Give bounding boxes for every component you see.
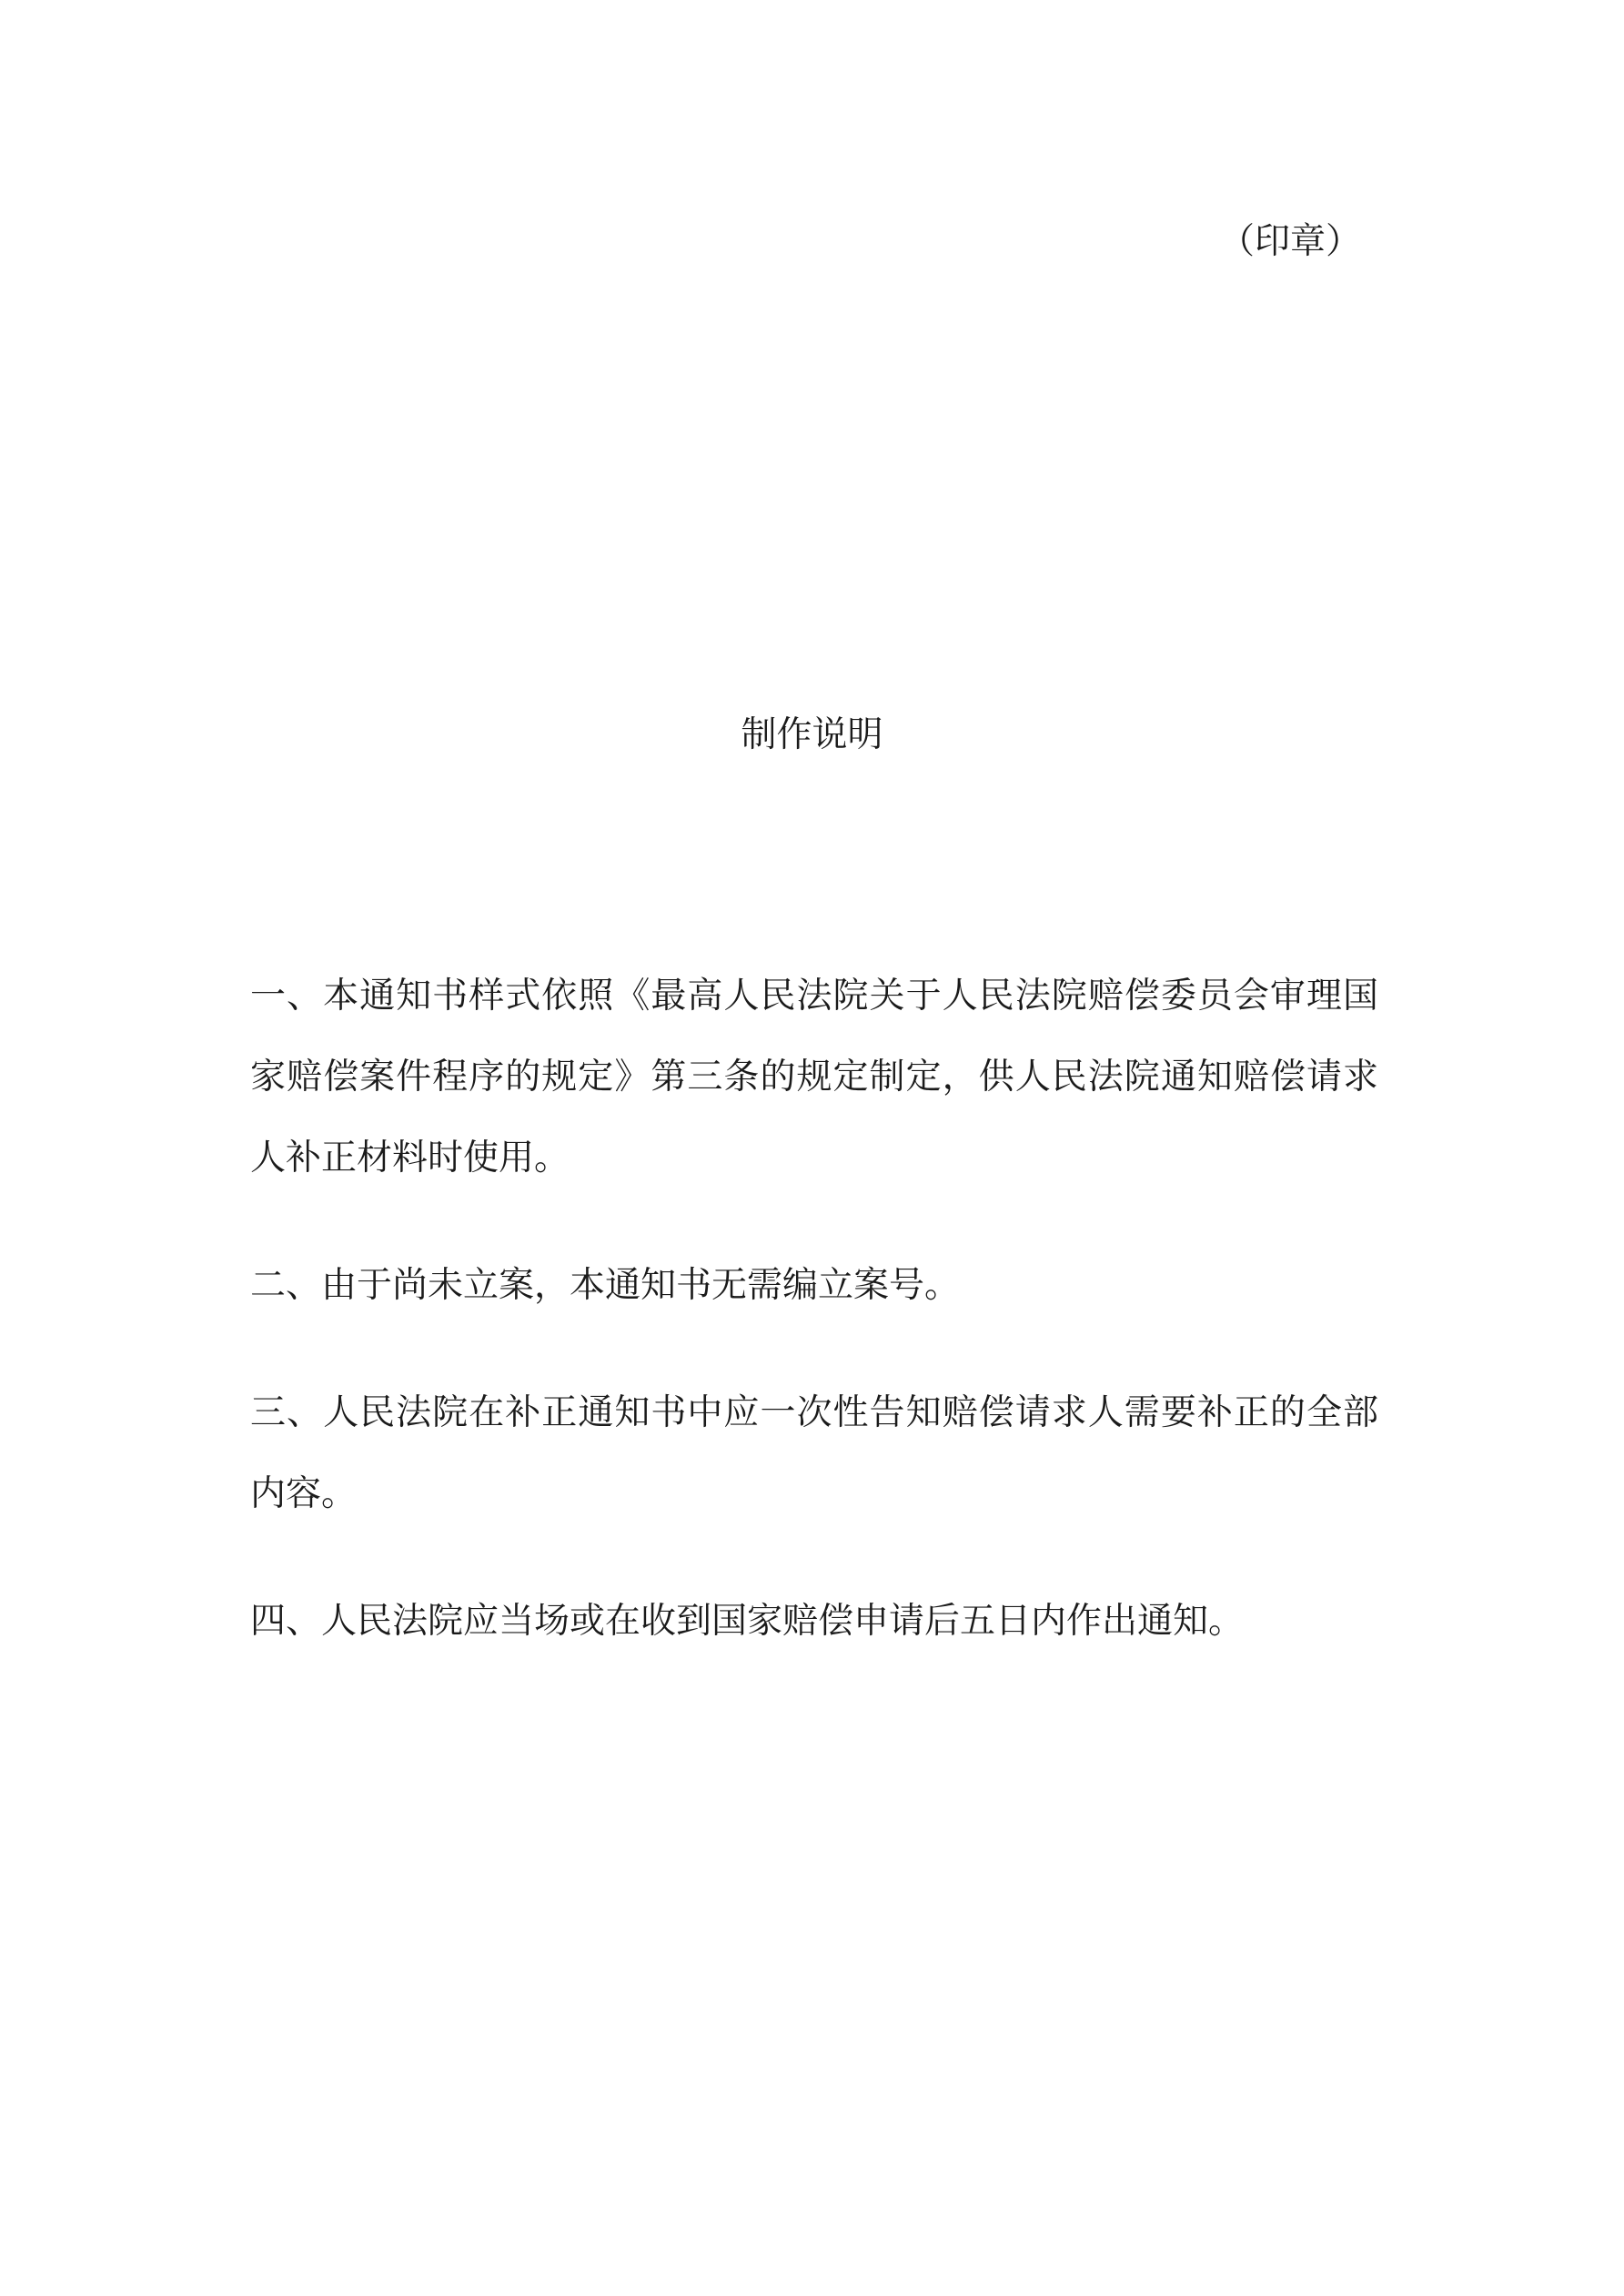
instruction-item-4: 四、人民法院应当场或在收到国家赔偿申请后五日内作出通知。: [250, 1601, 1245, 1642]
instruction-item-1: 一、本通知书样式依照《最高人民法院关于人民法院赔偿委员会审理国家赔偿案件程序的规定》第三条的规定制定，供人民法院通知赔偿请求人补正材料时使用。: [250, 976, 1378, 1178]
instructions-list: [250, 956, 1378, 1708]
instructions-title: 制作说明: [741, 714, 883, 755]
instruction-item-3: 三、人民法院在补正通知书中应一次性告知赔偿请求人需要补正的全部内容。: [250, 1392, 1378, 1514]
instruction-item-2: 二、由于尚未立案，本通知书无需编立案号。: [250, 1265, 961, 1306]
seal-placeholder: （印章）: [1219, 221, 1362, 262]
